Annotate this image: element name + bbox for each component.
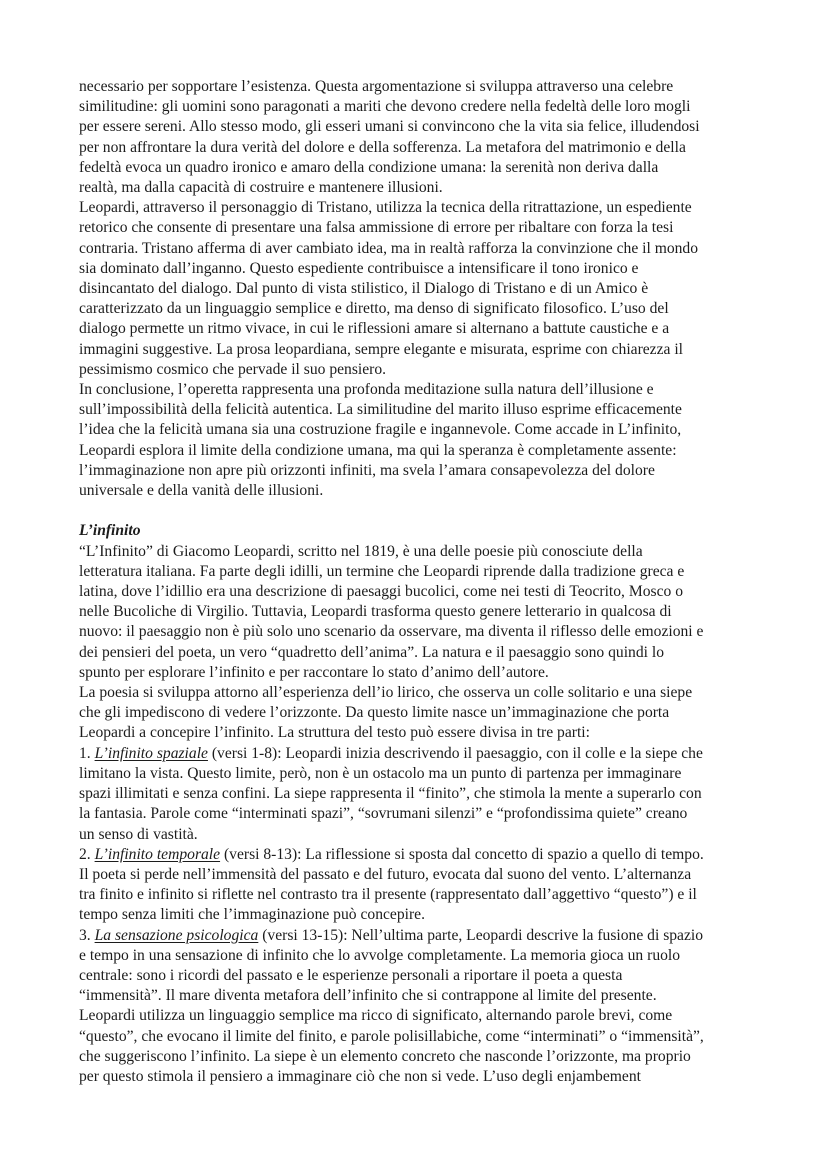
infinito-body <box>79 542 768 744</box>
text-line: similitudine: gli uomini sono paragonati a mariti che devono credere nella fedeltà delle loro mogli <box>79 98 691 116</box>
part-intro-text: (versi 8-13): La riflessione si sposta dal concetto di spazio a quello di tempo. <box>220 845 704 863</box>
text-line: “questo”, che evocano il limite del finito, e parole polisillabiche, come “interminati” o “immensità”, <box>79 1027 704 1045</box>
text-line: universale e della vanità delle illusioni. <box>79 482 324 500</box>
text-line: sia dominato dall’inganno. Questo espediente contribuisce a intensificare il tono ironico e <box>79 259 639 277</box>
text-line: che suggeriscono l’infinito. La siepe è un elemento concreto che nasconde l’orizzonte, ma proprio <box>79 1047 691 1065</box>
text-line: “L’Infinito” di Giacomo Leopardi, scritto nel 1819, è una delle poesie più conosciute della <box>79 542 643 560</box>
part-intro-text: (versi 1-8): Leopardi inizia descrivendo il paesaggio, con il colle e la siepe che <box>207 744 703 762</box>
text-line: retorico che consente di presentare una falsa ammissione di errore per ribaltare con forza la tesi <box>79 219 674 237</box>
text-line: Leopardi esplora il limite della condizione umana, ma qui la speranza è completamente assente: <box>79 441 677 459</box>
text-line: La poesia si sviluppa attorno all’esperienza dell’io lirico, che osserva un colle solitario e una siepe <box>79 684 693 702</box>
paragraph-spacer <box>79 501 768 521</box>
part-title: L’infinito spaziale <box>94 744 208 762</box>
text-line: pessimismo cosmico che pervade il suo pensiero. <box>79 360 387 378</box>
text-line: “immensità”. Il mare diventa metafora dell’infinito che si contrappone al limite del presente. <box>79 987 657 1005</box>
part-2-temporale <box>79 845 768 926</box>
part-1-first-line <box>79 744 768 764</box>
part-2-first-line <box>79 845 768 865</box>
part-number: 1. <box>79 744 95 762</box>
text-line: letteratura italiana. Fa parte degli idilli, un termine che Leopardi riprende dalla tradizione greca e <box>79 562 685 580</box>
text-line: nuovo: il paesaggio non è più solo uno scenario da osservare, ma diventa il riflesso delle emozioni e <box>79 623 704 641</box>
text-line: dialogo permette un ritmo vivace, in cui le riflessioni amare si alternano a battute caustiche e a <box>79 320 670 338</box>
text-line: sull’impossibilità della felicità autentica. La similitudine del marito illuso esprime efficacemente <box>79 401 682 419</box>
text-line: un senso di vastità. <box>79 825 198 843</box>
text-line: per essere sereni. Allo stesso modo, gli esseri umani si convincono che la vita sia felice, illudendosi <box>79 118 700 136</box>
text-line: necessario per sopportare l’esistenza. Questa argomentazione si sviluppa attraverso una celebre <box>79 78 674 95</box>
text-line: che gli impediscono di vedere l’orizzonte. Da questo limite nasce un’immaginazione che porta <box>79 704 670 722</box>
text-line: Il poeta si perde nell’immensità del passato e del futuro, evocata dal suono del vento. L’alternanza <box>79 865 692 883</box>
text-line: dei pensieri del poeta, un vero “quadretto dell’anima”. La natura e il paesaggio sono quindi lo <box>79 643 665 661</box>
text-line: contraria. Tristano afferma di aver cambiato idea, ma in realtà rafforza la convinzione che il mondo <box>79 239 699 257</box>
part-3-first-line <box>79 926 768 946</box>
text-line: centrale: sono i ricordi del passato e le esperienze personali a riportare il poeta a questa <box>79 966 623 984</box>
part-number: 3. <box>79 926 95 944</box>
section-heading: L’infinito <box>79 522 141 540</box>
text-line: realtà, ma dalla capacità di costruire e mantenere illusioni. <box>79 179 443 197</box>
part-title: L’infinito temporale <box>94 845 221 863</box>
text-line: l’idea che la felicità umana sia una costruzione fragile e ingannevole. Come accade in L’infinito, <box>79 421 682 439</box>
text-line: In conclusione, l’operetta rappresenta una profonda meditazione sulla natura dell’illusione e <box>79 381 654 399</box>
part-title: La sensazione psicologica <box>94 926 259 944</box>
part-1-spaziale <box>79 744 768 845</box>
closing-paragraph <box>79 1006 768 1087</box>
part-number: 2. <box>79 845 95 863</box>
part-intro-text: (versi 13-15): Nell’ultima parte, Leopardi descrive la fusione di spazio <box>258 926 704 944</box>
text-line: Leopardi a concepire l’infinito. La struttura del testo può essere divisa in tre parti: <box>79 724 590 742</box>
text-line: caratterizzato da un linguaggio semplice e diretto, ma denso di significato filosofico. L’uso del <box>79 300 669 318</box>
intro-section <box>79 77 768 501</box>
text-line: latina, dove l’idillio era una descrizione di paesaggi bucolici, come nei testi di Teocrito, Mosco o <box>79 583 683 601</box>
text-line: spunto per esplorare l’infinito e per raccontare lo stato d’animo dell’autore. <box>79 663 549 681</box>
text-line: spazi illimitati e senza confini. La siepe rappresenta il “finito”, che stimola la mente a superarlo con <box>79 785 702 803</box>
text-line: Leopardi utilizza un linguaggio semplice ma ricco di significato, alternando parole brevi, come <box>79 1007 673 1025</box>
part-3-psicologica <box>79 926 768 1007</box>
text-line: e tempo in una sensazione di infinito che lo avvolge completamente. La memoria gioca un ruolo <box>79 946 681 964</box>
text-line: disincantato del dialogo. Dal punto di vista stilistico, il Dialogo di Tristano e di un Amico è <box>79 280 649 298</box>
text-line: per non affrontare la dura verità del dolore e della sofferenza. La metafora del matrimonio e della <box>79 138 686 156</box>
text-line: l’immaginazione non apre più orizzonti infiniti, ma svela l’amara consapevolezza del dolore <box>79 461 655 479</box>
text-line: tra finito e infinito si riflette nel contrasto tra il presente (rappresentato dall’aggettivo “questo”) e il <box>79 886 697 904</box>
text-line: per questo stimola il pensiero a immaginare ciò che non si vede. L’uso degli enjambement <box>79 1067 641 1085</box>
text-line: nelle Bucoliche di Virgilio. Tuttavia, Leopardi trasforma questo genere letterario in qualcosa di <box>79 603 672 621</box>
text-line: limitano la vista. Questo limite, però, non è un ostacolo ma un punto di partenza per immaginare <box>79 764 682 782</box>
text-line: Leopardi, attraverso il personaggio di Tristano, utilizza la tecnica della ritrattazione, un espediente <box>79 199 692 217</box>
text-line: fedeltà evoca un quadro ironico e amaro della condizione umana: la serenità non deriva dalla <box>79 158 659 176</box>
text-line: la fantasia. Parole come “interminati spazi”, “sovrumani silenzi” e “profondissima quiete” creano <box>79 805 688 823</box>
text-line: tempo senza limiti che l’immaginazione può concepire. <box>79 906 425 924</box>
text-line: immagini suggestive. La prosa leopardiana, sempre elegante e misurata, esprime con chiarezza il <box>79 340 684 358</box>
